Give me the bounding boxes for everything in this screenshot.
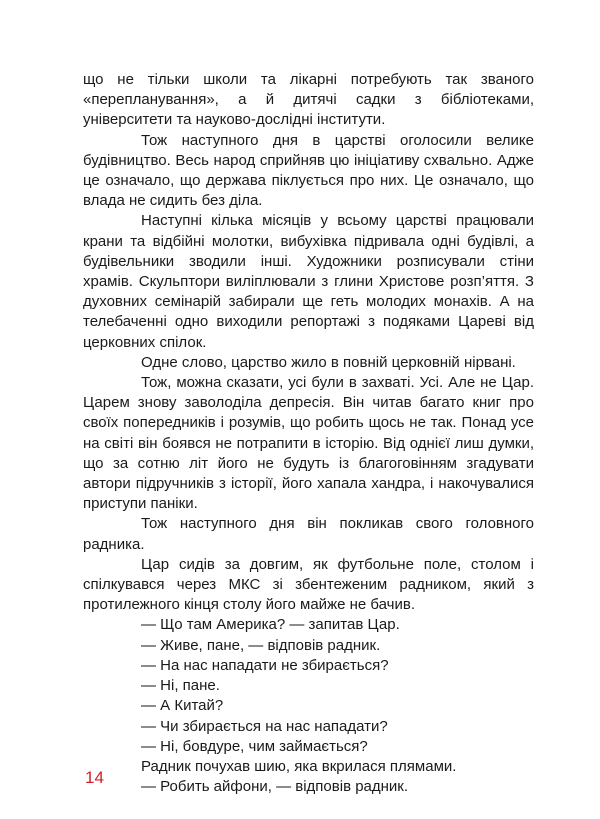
dialogue-line: — Чи збирається на нас нападати? <box>141 717 388 735</box>
paragraph-long-table: Цар сидів за довгим, як футбольне поле, столом і спілкувався через МКС зі збентеженим радником, який з протилежного кінця столу його майже не бачив. <box>83 555 534 614</box>
paragraph-advisor-call: Тож наступного дня він покликав свого головного радника. <box>83 515 534 553</box>
page-number: 14 <box>85 768 104 787</box>
dialogue-line: Радник почухав шию, яка вкрилася плямами. <box>141 757 457 775</box>
dialogue-line: — А Китай? <box>141 697 224 715</box>
paragraph-nirvana: Одне слово, царство жило в повній церковній нірвані. <box>141 353 516 371</box>
paragraph-months: Наступні кілька місяців у всьому царстві працювали крани та відбійні молотки, вибухівка підривала одні будівлі, а будівельники зводили інші. Художники розписували стіни храмів. Скульптори виліплювали з глини Христове розп’яття. З духовних семінарій забирали ще геть молодих монахів. А на телебаченні одно виходили репортажі з подяками Цареві від церковних спілок. <box>83 212 534 351</box>
paragraph-continuation: що не тільки школи та лікарні потребують так званого «перепланування», а й дитячі садки з бібліотеками, університети та науково-дослідні інститути. <box>83 71 534 129</box>
paragraph-construction: Тож наступного дня в царстві оголосили велике будівництво. Весь народ сприйняв цю ініціативу схвально. Адже це означало, що держава піклується про них. Це означало, що влада не сидить без діла. <box>83 131 534 210</box>
dialogue-line: — Ні, пане. <box>141 677 220 695</box>
dialogue-line: — Що там Америка? — запитав Цар. <box>141 616 400 634</box>
body-text <box>83 70 534 797</box>
dialogue-line: — Робить айфони, — відповів радник. <box>141 778 409 796</box>
paragraph-depression: Тож, можна сказати, усі були в захваті. Усі. Але не Цар. Царем знову заволоділа депресія. Він читав багато книг про своїх попередників і розумів, що робить щось не так. Понад усе на світі він боявся не потрапити в історію. Від однієї лиш думки, що за сотню літ його не будуть із благоговінням згадувати автори підручників з історії, його хапала хандра, і накочувалися приступи паніки. <box>83 374 534 513</box>
dialogue-line: — Ні, бовдуре, чим займається? <box>141 737 368 755</box>
dialogue-line: — Живе, пане, — відповів радник. <box>141 636 381 654</box>
dialogue-line: — На нас нападати не збирається? <box>141 656 389 674</box>
